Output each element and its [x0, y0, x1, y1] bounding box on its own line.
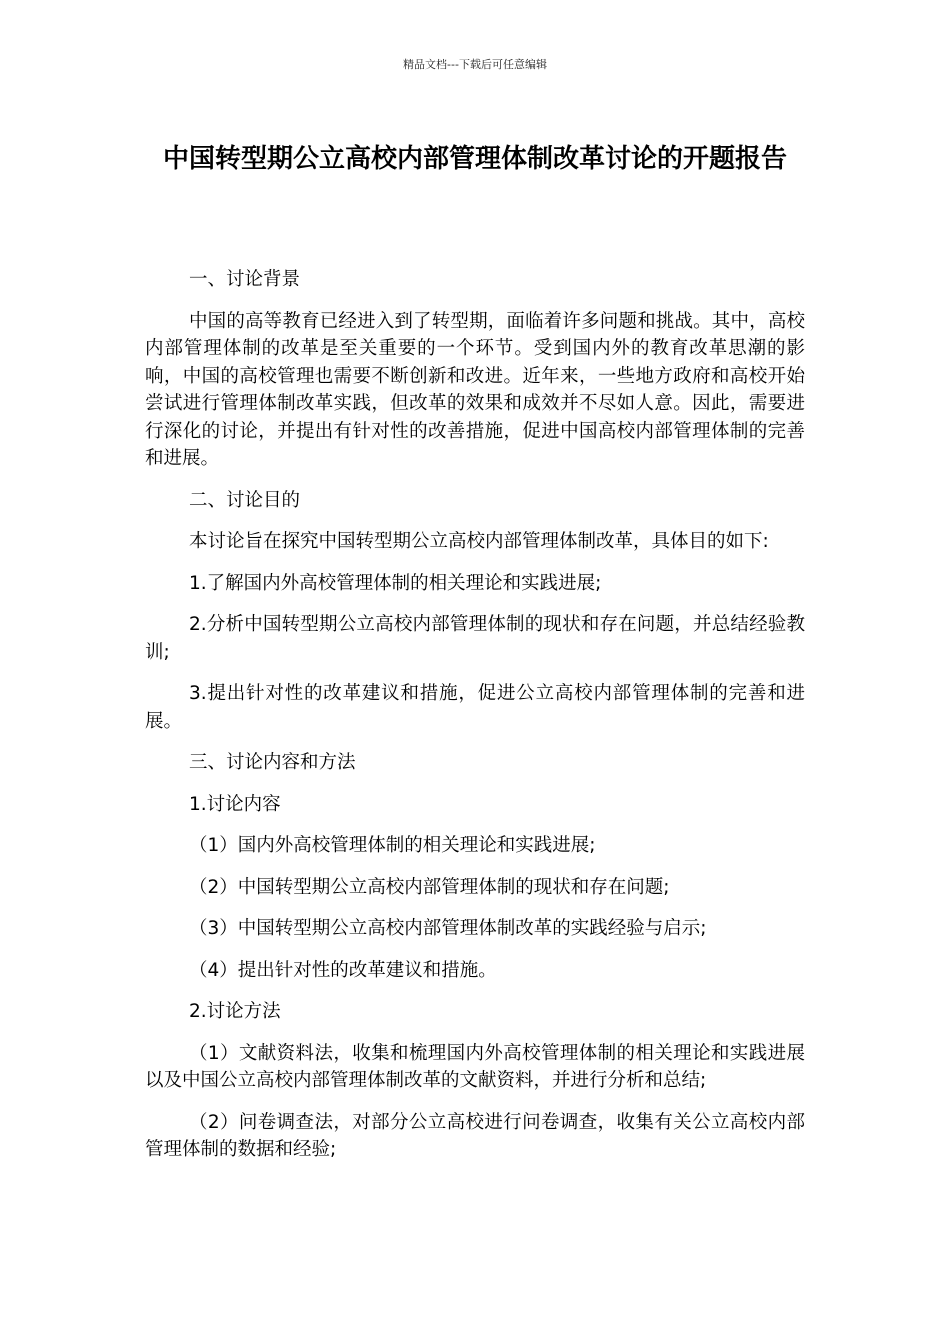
section-3-content-item-3: （3）中国转型期公立高校内部管理体制改革的实践经验与启示;	[189, 918, 707, 939]
section-3-content-item-4: （4）提出针对性的改革建议和措施。	[189, 959, 497, 981]
section-2-goal-2: 2.分析中国转型期公立高校内部管理体制的现状和存在问题，并总结经验教训;	[145, 614, 805, 663]
section-2-goal-1: 1.了解国内外高校管理体制的相关理论和实践进展;	[189, 572, 602, 594]
section-3-method-item-2: （2）问卷调查法，对部分公立高校进行问卷调查，收集有关公立高校内部管理体制的数据和经验;	[145, 1111, 805, 1160]
section-2-intro: 本讨论旨在探究中国转型期公立高校内部管理体制改革，具体目的如下:	[189, 531, 769, 552]
section-3-heading: 三、讨论内容和方法	[189, 752, 356, 773]
section-2-goal-3: 3.提出针对性的改革建议和措施，促进公立高校内部管理体制的完善和进展。	[145, 683, 805, 732]
section-2-heading: 二、讨论目的	[189, 489, 301, 511]
page-header-note: 精品文档---下载后可任意编辑	[403, 58, 547, 71]
section-3-method-item-1: （1）文献资料法，收集和梳理国内外高校管理体制的相关理论和实践进展以及中国公立高校内部管理体制改革的文献资料，并进行分析和总结;	[145, 1042, 805, 1091]
section-1-paragraph: 中国的高等教育已经进入到了转型期，面临着许多问题和挑战。其中，高校内部管理体制的改革是至关重要的一个环节。受到国内外的教育改革思潮的影响，中国的高校管理也需要不断创新和改进。近年来，一些地方政府和高校开始尝试进行管理体制改革实践，但改革的效果和成效并不尽如人意。因此，需要进行深化的讨论，并提出有针对性的改善措施，促进中国高校内部管理体制的完善和进展。	[145, 310, 805, 469]
section-1-heading: 一、讨论背景	[189, 269, 301, 290]
section-3-content-item-2: （2）中国转型期公立高校内部管理体制的现状和存在问题;	[189, 876, 670, 898]
document-body	[145, 266, 805, 1178]
section-3-content-heading: 1.讨论内容	[189, 793, 281, 815]
section-3-method-heading: 2.讨论方法	[189, 1001, 281, 1022]
section-3-content-item-1: （1）国内外高校管理体制的相关理论和实践进展;	[189, 835, 596, 856]
document-title: 中国转型期公立高校内部管理体制改革讨论的开题报告	[162, 144, 787, 174]
